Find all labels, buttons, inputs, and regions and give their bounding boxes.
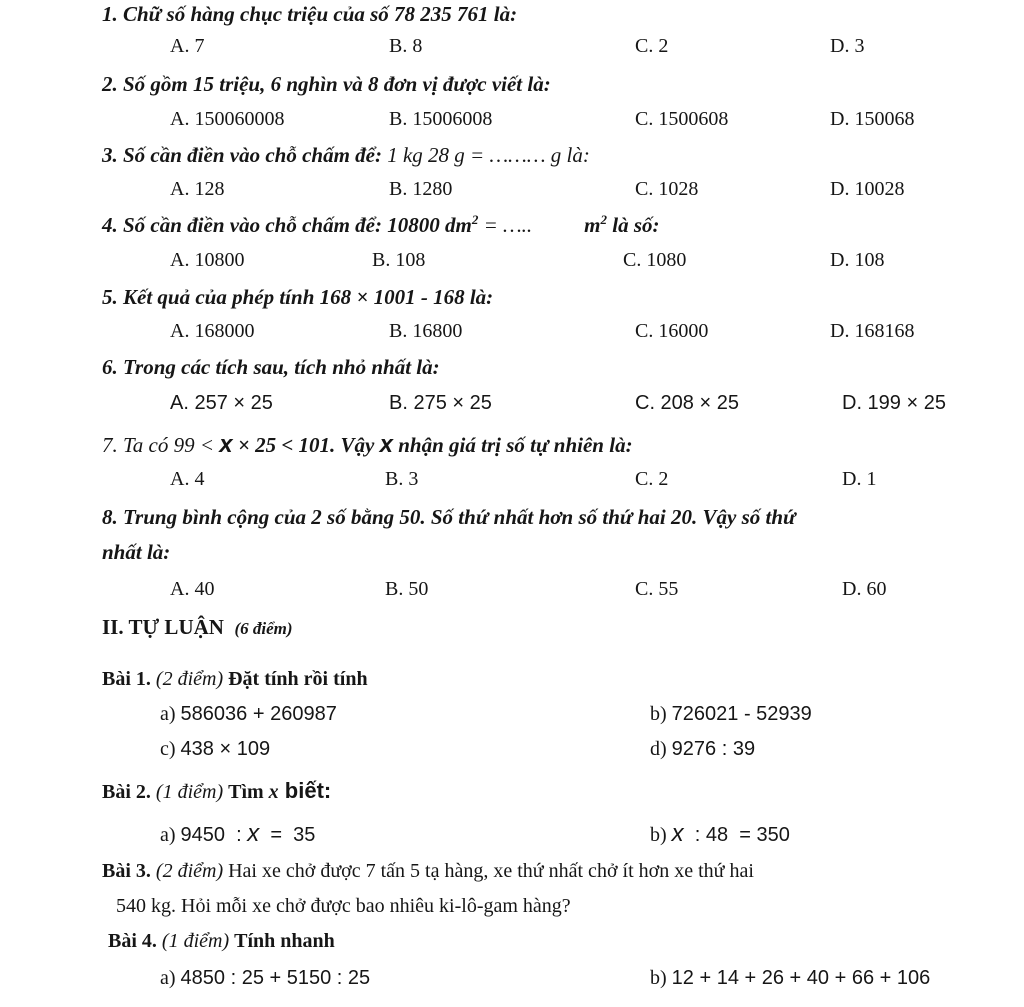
q4-sup-c: 2 — [600, 212, 608, 227]
bai-2-item-b-key: b) — [650, 824, 667, 846]
bai-3-line-2: 540 kg. Hỏi mỗi xe chở được bao nhiêu ki-lô-gam hàng? — [116, 895, 571, 917]
q7-variable-x: x — [219, 431, 233, 458]
bai-3-label: Bài 3. — [102, 860, 151, 882]
q3-option-b: B. 1280 — [389, 178, 453, 200]
q7-option-c: C. 2 — [635, 468, 669, 490]
q2-option-a: A. 150060008 — [170, 108, 285, 130]
q7-option-b: B. 3 — [385, 468, 419, 490]
section-2-points: (6 điểm) — [234, 619, 293, 638]
bai-4-points: (1 điểm) — [161, 930, 230, 952]
bai-1-item-c-expr: 438 × 109 — [180, 738, 271, 760]
q7-option-d: D. 1 — [842, 468, 877, 490]
bai-1-title: Đặt tính rồi tính — [228, 668, 368, 690]
q4-sup-a: 2 — [471, 212, 479, 227]
bai-2-item-b-right: : 48 = 350 — [683, 824, 790, 846]
bai-2-item-a-left: 9450 : — [180, 824, 248, 846]
q7-part-c: nhận giá trị số tự nhiên là: — [392, 433, 633, 457]
q2-option-d: D. 150068 — [830, 108, 915, 130]
bai-2-heading — [102, 778, 331, 804]
question-1-text: 1. Chữ số hàng chục triệu của số 78 235 761 là: — [102, 2, 518, 26]
q8-option-d: D. 60 — [842, 578, 887, 600]
bai-1-item-d — [650, 738, 755, 761]
bai-1-item-c-key: c) — [160, 738, 176, 760]
q2-option-b: B. 15006008 — [389, 108, 493, 130]
bai-1-label: Bài 1. — [102, 668, 151, 690]
q8-option-c: C. 55 — [635, 578, 679, 600]
bai-4-item-b-key: b) — [650, 967, 667, 989]
question-4-text — [102, 212, 660, 238]
bai-3-text-1: Hai xe chở được 7 tấn 5 tạ hàng, xe thứ nhất chở ít hơn xe thứ hai — [228, 860, 754, 882]
bai-4-item-b — [650, 967, 930, 990]
q4-part-c: m — [584, 213, 601, 237]
bai-2-title-b: biết: — [278, 778, 332, 803]
q4-part-b: = ….. — [478, 213, 533, 237]
q7-option-a: A. 4 — [170, 468, 205, 490]
bai-4-title: Tính nhanh — [234, 930, 335, 952]
bai-4-item-a — [160, 967, 370, 990]
bai-4-heading — [108, 930, 335, 953]
question-8-line-2: nhất là: — [102, 540, 171, 564]
q4-option-a: A. 10800 — [170, 249, 245, 271]
question-8-line-1: 8. Trung bình cộng của 2 số bằng 50. Số thứ nhất hơn số thứ hai 20. Vậy số thứ — [102, 505, 796, 529]
q3-option-d: D. 10028 — [830, 178, 905, 200]
q7-part-b: × 25 < 101. Vậy — [232, 433, 380, 457]
bai-2-variable-x: x — [268, 781, 279, 803]
q4-part-d: là số: — [607, 213, 660, 237]
q5-option-c: C. 16000 — [635, 320, 709, 342]
bai-2-title-a: Tìm — [228, 781, 269, 803]
q2-option-c: C. 1500608 — [635, 108, 729, 130]
bai-2-points: (1 điểm) — [155, 781, 224, 803]
q7-part-a: 7. Ta có 99 < — [102, 433, 220, 457]
bai-1-item-b-expr: 726021 - 52939 — [671, 703, 812, 725]
q3-prompt: 3. Số cần điền vào chỗ chấm để: — [102, 143, 388, 167]
section-2-title: II. TỰ LUẬN — [102, 615, 224, 639]
bai-4-item-b-expr: 12 + 14 + 26 + 40 + 66 + 106 — [671, 967, 931, 989]
bai-1-item-b-key: b) — [650, 703, 667, 725]
bai-1-item-c — [160, 738, 270, 761]
q3-expression: 1 kg 28 g = ……… g là: — [387, 143, 590, 167]
q5-option-a: A. 168000 — [170, 320, 255, 342]
question-7-text — [102, 431, 633, 459]
q1-option-a: A. 7 — [170, 35, 205, 57]
section-2-heading — [102, 615, 293, 640]
bai-2-item-a-key: a) — [160, 824, 176, 846]
bai-3-points: (2 điểm) — [155, 860, 224, 882]
bai-1-item-d-expr: 9276 : 39 — [671, 738, 756, 760]
q6-option-d: D. 199 × 25 — [842, 392, 946, 414]
q1-option-b: B. 8 — [389, 35, 423, 57]
question-6-text: 6. Trong các tích sau, tích nhỏ nhất là: — [102, 355, 440, 379]
bai-2-label: Bài 2. — [102, 781, 151, 803]
q4-part-a: 4. Số cần điền vào chỗ chấm để: 10800 dm — [102, 213, 472, 237]
bai-4-item-a-expr: 4850 : 25 + 5150 : 25 — [180, 967, 371, 989]
bai-1-item-b — [650, 703, 812, 726]
q3-option-c: C. 1028 — [635, 178, 699, 200]
bai-1-item-d-key: d) — [650, 738, 667, 760]
bai-2-item-a-x: x — [247, 820, 260, 847]
q6-option-b: B. 275 × 25 — [389, 392, 492, 414]
question-3-text — [102, 143, 590, 168]
q4-option-b: B. 108 — [372, 249, 426, 271]
bai-1-heading — [102, 668, 368, 691]
bai-3-line-1 — [102, 860, 754, 883]
bai-2-item-a-right: = 35 — [259, 824, 316, 846]
q5-option-b: B. 16800 — [389, 320, 463, 342]
q6-option-c: C. 208 × 25 — [635, 392, 739, 414]
bai-1-item-a-expr: 586036 + 260987 — [180, 703, 337, 725]
bai-1-item-a — [160, 703, 337, 726]
q3-option-a: A. 128 — [170, 178, 225, 200]
question-2-text: 2. Số gồm 15 triệu, 6 nghìn và 8 đơn vị được viết là: — [102, 72, 551, 96]
q8-option-b: B. 50 — [385, 578, 429, 600]
bai-2-item-a — [160, 820, 315, 848]
bai-4-item-a-key: a) — [160, 967, 176, 989]
q7-variable-x-2: x — [379, 431, 393, 458]
q6-option-a: A. 257 × 25 — [170, 392, 273, 414]
question-5-text: 5. Kết quả của phép tính 168 × 1001 - 168 là: — [102, 285, 494, 309]
bai-2-item-b — [650, 820, 790, 848]
bai-2-item-b-x: x — [671, 820, 684, 847]
q4-option-d: D. 108 — [830, 249, 885, 271]
q4-option-c: C. 1080 — [623, 249, 687, 271]
q8-option-a: A. 40 — [170, 578, 215, 600]
bai-1-points: (2 điểm) — [155, 668, 224, 690]
q5-option-d: D. 168168 — [830, 320, 915, 342]
q1-option-c: C. 2 — [635, 35, 669, 57]
q1-option-d: D. 3 — [830, 35, 865, 57]
bai-1-item-a-key: a) — [160, 703, 176, 725]
bai-4-label: Bài 4. — [108, 930, 157, 952]
